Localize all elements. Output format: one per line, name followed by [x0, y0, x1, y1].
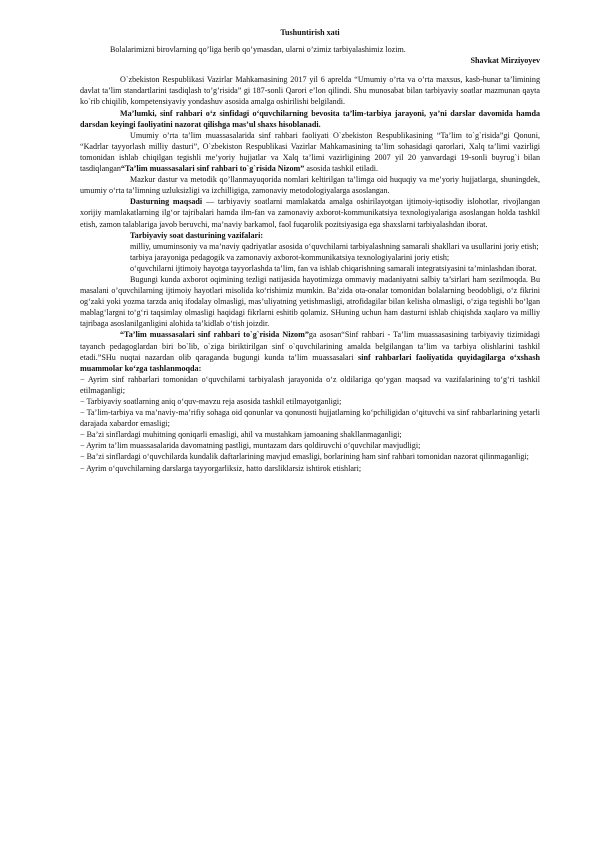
paragraph-2-bold: Ma’lumki, sinf rahbari o‘z sinfidagi o‘quvchilarning bevosita ta’lim-tarbiya jarayoni, ya’ni darslar davomida hamda darsdan keyingi faoliyatini nazorat qilishga mas’ul shaxs hisoblanadi. — [80, 108, 540, 129]
list-item: − Ba’zi sinflardagi muhitning qoniqarli emasligi, ahil va mustahkam jamoaning shakllanmaganligi; — [80, 430, 402, 440]
list-item: − Ayrim ta’lim muassasalarida davomatning pastligi, muntazam dars qoldiruvchi o‘quvchilar mavjudligi; — [80, 441, 421, 451]
paragraph-3-text: Umumiy o’rta ta’lim muassasalarida sinf rahbari faoliyati O`zbekiston Respublikasining “Ta’lim to`g`risida”gi Qonuni, “Kadrlar tayyorlash milliy dasturi”, O`zbekiston Respublikasi Vazirlar Mahkamasining ta’lim sohasidagi qarorlari, Xalq ta’limi vazirligi tomonidan ishlab chiqilgan tegishli me’yoriy hujjatlar va Xalq ta’limi vazirligining 2007 yil 20 yanvardagi 19-sonli buyrug`i bilan tasdiqlangan — [80, 130, 540, 174]
paragraph-11-text: ga asosan“Sinf rahbari - Ta’lim muassasasining tarbiyaviy tizimidagi tayanch pedagoglardan biri bo`lib, o`ziga biriktirilgan sinf o`quvchilarining amalda belgilangan ta’lim va tarbiya olishlarini tashkil etadi.”SHu nuqtai nazardan olib qaraganda bugungi kunda ta’lim muassasalari — [80, 330, 540, 362]
paragraph-3-end: asosida tashkil etiladi. — [304, 164, 379, 174]
nizom-reference-2: “Ta’lim muassasalari sinf rahbari to`g`risida Nizom” — [120, 330, 309, 340]
document-title: Tushuntirish xati — [280, 28, 340, 37]
paragraph-11 — [80, 329, 540, 373]
epigraph-author: Shavkat Mirziyoyev — [470, 56, 540, 66]
task-1: milliy, umuminsoniy va ma’naviy qadriyatlar asosida o‘quvchilarni tarbiyalashning samarali shakllari va usullarini joriy etish; — [130, 241, 539, 251]
list-item: − Ayrim o‘quvchilarning darslarga tayyorgarliksiz, hatto darsliklarsiz ishtirok etishlari; — [80, 463, 362, 473]
paragraph-10: Bugungi kunda axborot oqimining tezligi natijasida hayotimizga ommaviy madaniyatni salbiy ta’sirlari ham sezilmoqda. Bu masalani o’quvchilarning ijtimoiy hayotlari misolida ko‘rishimiz mumkin. Ba’zida ota-onalar tomonidan bolalarning beodobligi, o‘z fikrini og‘zaki yoki yozma tarzda aniq ifodalay olmasligi, mas’uliyatning yetishmasligi, atrofidagilar bilan kelisha olmasligi, o‘ziga tegishli bo‘lgan mablag‘largni to‘g‘ri taqsimlay olmasligi haqidagi fikrlarni eshitib qolamiz. SHuning uchun ham dasturni ishlab chiqishda xaqlaro va milliy tajribaga asoslanilganligini alohida ta’kidlab o‘tish joizdir. — [80, 274, 540, 329]
program-goal-label: Dasturning maqsadi — [130, 197, 203, 207]
paragraph-4: Mazkur dastur va metodik qo’llanmayuqorida nomlari keltirilgan ta’limga oid huquqiy va me’yoriy hujjatlarga, shuningdek, umumiy o‘rta ta’limning uzluksizligi va izchilligiga, zamonaviy metodologiyalarga asoslangan. — [80, 175, 540, 196]
list-item: − Ta’lim-tarbiya va ma’naviy-ma’rifiy sohaga oid qonunlar va qonunosti hujjatlarning ko‘pchiligidan o‘qituvchi va sinf rahbarlarining yetarli darajada xabardor emasligi; — [80, 408, 540, 429]
epigraph-quote: Bolalarimizni birovlarning qo’liga berib qo’ymasdan, ularni o’zimiz tarbiyalashimiz lozim. — [110, 45, 406, 55]
program-goal-text: — tarbiyaviy soatlarni mamlakatda amalga oshirilayotgan ijtimoiy-iqtisodiy islohotlar, rivojlangan xorijiy mamlakatlarning ilg‘or tajribalari hamda ilm-fan va zamonaviy axborot-kommunikatsiya texnologiyalariga asoslangan holda tashkil etish, zamon talablariga javob beruvchi, ma’naviy barkamol, faol fuqarolik pozitsiyasiga ega shaxslarni tarbiyalashdan iborat. — [80, 197, 540, 229]
list-item: − Ba’zi sinflardagi o‘quvchilarda kundalik daftarlarining mavjud emasligi, borlarining ham sinf rahbari tomonidan nazorat qilinmaganligi; — [80, 452, 529, 462]
tasks-heading-text: Tarbiyaviy soat dasturining vazifalari: — [130, 230, 264, 240]
problems-list — [80, 374, 540, 474]
paragraph-1: O`zbekiston Respublikasi Vazirlar Mahkamasining 2017 yil 6 aprelda “Umumiy o’rta va o’rta maxsus, kasb-hunar ta’limining davlat ta’lim standartlarini tasdiqlash to’g’risida” gi 187-sonli Qarori e’lon qilindi. Shu munosabat bilan tarbiyaviy soatlar mazmunan qayta ko`rib chiqilib, kompetensiyaviy yondashuv asosida amalga oshirilishi belgilandi. — [80, 75, 540, 107]
nizom-reference: “Ta’lim muassasalari sinf rahbari to`g`risida Nizom” — [120, 164, 305, 174]
list-item: − Ayrim sinf rahbarlari tomonidan o‘quvchilarni tarbiyalash jarayonida o‘z oldilariga qo‘ygan maqsad va vazifalarining to‘g‘ri tashkil etilmaganligi; — [80, 374, 540, 395]
problems-heading: sinf rahbarlari faoliyatida quyidagilarga o‘xshash muammolar ko‘zga tashlanmoqda: — [80, 352, 540, 373]
paragraph-5 — [80, 196, 540, 229]
tasks-heading — [80, 230, 540, 241]
paragraph-3 — [80, 130, 540, 174]
paragraph-2 — [80, 108, 540, 130]
task-2: tarbiya jarayoniga pedagogik va zamonaviy axborot-kommunikatsiya texnologiyalarini joriy etish; — [130, 252, 450, 262]
task-3: o‘quvchilarni ijtimoiy hayotga tayyorlashda ta’lim, fan va ishlab chiqarishning samarali integratsiyasini ta’minlashdan iborat. — [130, 263, 537, 273]
list-item: − Tarbiyaviy soatlarning aniq o‘quv-mavzu reja asosida tashkil etilmayotganligi; — [80, 397, 342, 406]
